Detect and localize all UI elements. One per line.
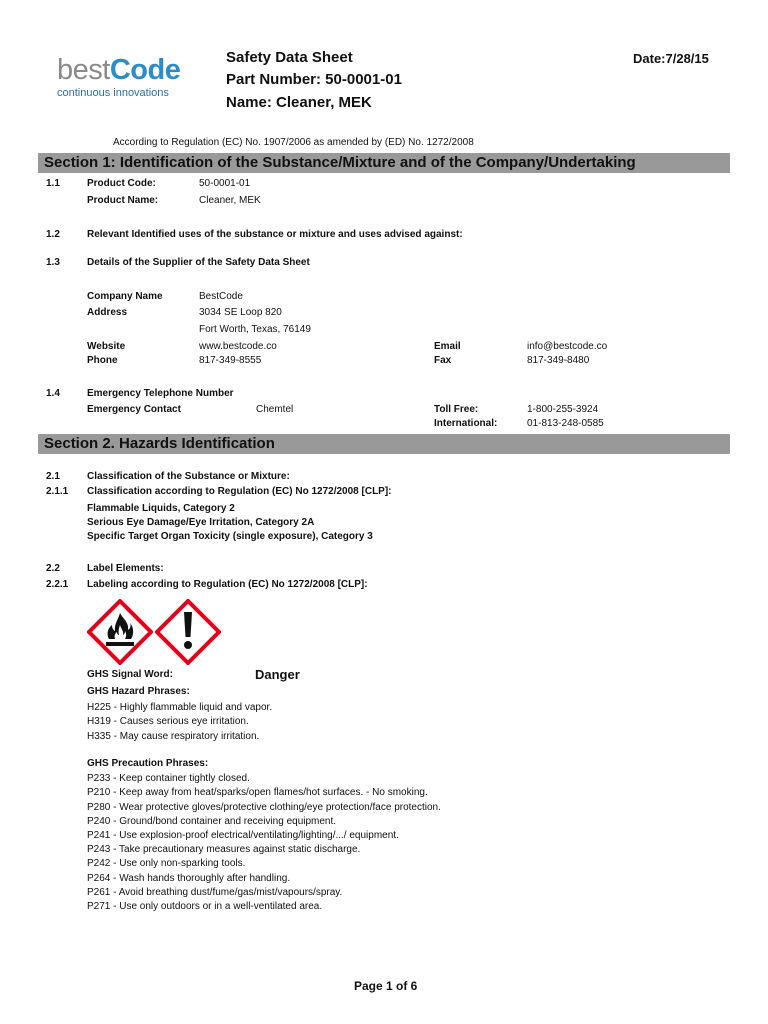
signal-word-value: Danger [255, 667, 300, 682]
section-num: 1.4 [46, 388, 60, 399]
precaution-phrase: P280 - Wear protective gloves/protective clothing/eye protection/face protection. [87, 802, 441, 813]
classification-item: Flammable Liquids, Category 2 [87, 503, 235, 514]
product-code-value: 50-0001-01 [199, 178, 251, 189]
product-name-value: Cleaner, MEK [199, 195, 261, 206]
logo-code: Code [109, 54, 181, 86]
address-label: Address [87, 307, 128, 318]
website-link[interactable]: www.bestcode.co [199, 341, 277, 352]
exclamation-icon [155, 599, 221, 665]
flame-icon [87, 599, 153, 665]
section-2-header: Section 2. Hazards Identification [38, 434, 730, 454]
email-link[interactable]: info@bestcode.co [527, 341, 608, 352]
classification-heading: Classification of the Substance or Mixture: [87, 471, 290, 482]
hazard-phrase: H225 - Highly flammable liquid and vapor. [87, 702, 273, 713]
website-label: Website [87, 341, 126, 352]
document-title: Safety Data Sheet [226, 49, 353, 66]
label-elements-heading: Label Elements: [87, 563, 164, 574]
supplier-heading: Details of the Supplier of the Safety Data Sheet [87, 257, 310, 268]
email-label: Email [434, 341, 461, 352]
logo-tagline: continuous innovations [57, 87, 169, 99]
fax-value: 817-349-8480 [527, 355, 590, 366]
precaution-phrase: P210 - Keep away from heat/sparks/open flames/hot surfaces. - No smoking. [87, 787, 428, 798]
precaution-phrase: P240 - Ground/bond container and receiving equipment. [87, 816, 337, 827]
company-logo [57, 56, 180, 99]
document-date: Date:7/28/15 [633, 51, 709, 66]
logo-best: best [57, 54, 110, 86]
signal-word-label: GHS Signal Word: [87, 669, 173, 680]
hazard-phrase: H319 - Causes serious eye irritation. [87, 716, 249, 727]
precaution-phrase: P261 - Avoid breathing dust/fume/gas/mist/vapours/spray. [87, 887, 343, 898]
address-line-2: Fort Worth, Texas, 76149 [199, 324, 311, 335]
precaution-phrase: P241 - Use explosion-proof electrical/ventilating/lighting/.../ equipment. [87, 830, 399, 841]
product-name-title: Name: Cleaner, MEK [226, 94, 372, 111]
section-num: 1.1 [46, 178, 60, 189]
company-label: Company Name [87, 291, 163, 302]
clp-classification-heading: Classification according to Regulation (EC) No 1272/2008 [CLP]: [87, 486, 392, 497]
section-num: 2.2 [46, 563, 60, 574]
precaution-phrase: P271 - Use only outdoors or in a well-ventilated area. [87, 901, 323, 912]
uses-heading: Relevant Identified uses of the substance or mixture and uses advised against: [87, 229, 463, 240]
section-num: 2.2.1 [46, 579, 69, 590]
emergency-contact-value: Chemtel [256, 404, 294, 415]
section-num: 1.3 [46, 257, 60, 268]
phone-label: Phone [87, 355, 118, 366]
product-name-label: Product Name: [87, 195, 159, 206]
emergency-contact-label: Emergency Contact [87, 404, 181, 415]
fax-label: Fax [434, 355, 452, 366]
precaution-phrases-heading: GHS Precaution Phrases: [87, 758, 209, 769]
phone-value: 817-349-8555 [199, 355, 262, 366]
international-label: International: [434, 418, 498, 429]
precaution-phrase: P264 - Wash hands thoroughly after handling. [87, 873, 291, 884]
regulation-note: According to Regulation (EC) No. 1907/2006 as amended by (ED) No. 1272/2008 [113, 137, 474, 148]
toll-free-label: Toll Free: [434, 404, 479, 415]
precaution-phrase: P233 - Keep container tightly closed. [87, 773, 250, 784]
classification-item: Serious Eye Damage/Eye Irritation, Category 2A [87, 517, 315, 528]
international-value: 01-813-248-0585 [527, 418, 604, 429]
hazard-phrases-heading: GHS Hazard Phrases: [87, 686, 190, 697]
toll-free-value: 1-800-255-3924 [527, 404, 599, 415]
section-num: 2.1.1 [46, 486, 69, 497]
hazard-phrase: H335 - May cause respiratory irritation. [87, 731, 260, 742]
company-value: BestCode [199, 291, 243, 302]
section-num: 1.2 [46, 229, 60, 240]
precaution-phrase: P243 - Take precautionary measures against static discharge. [87, 844, 361, 855]
emergency-heading: Emergency Telephone Number [87, 388, 234, 399]
precaution-phrase: P242 - Use only non-sparking tools. [87, 858, 246, 869]
classification-item: Specific Target Organ Toxicity (single exposure), Category 3 [87, 531, 373, 542]
labeling-heading: Labeling according to Regulation (EC) No 1272/2008 [CLP]: [87, 579, 368, 590]
part-number: Part Number: 50-0001-01 [226, 71, 402, 88]
address-line-1: 3034 SE Loop 820 [199, 307, 282, 318]
product-code-label: Product Code: [87, 178, 156, 189]
section-1-header: Section 1: Identification of the Substance/Mixture and of the Company/Undertaking [38, 153, 730, 173]
page-number: Page 1 of 6 [354, 979, 418, 993]
section-num: 2.1 [46, 471, 60, 482]
